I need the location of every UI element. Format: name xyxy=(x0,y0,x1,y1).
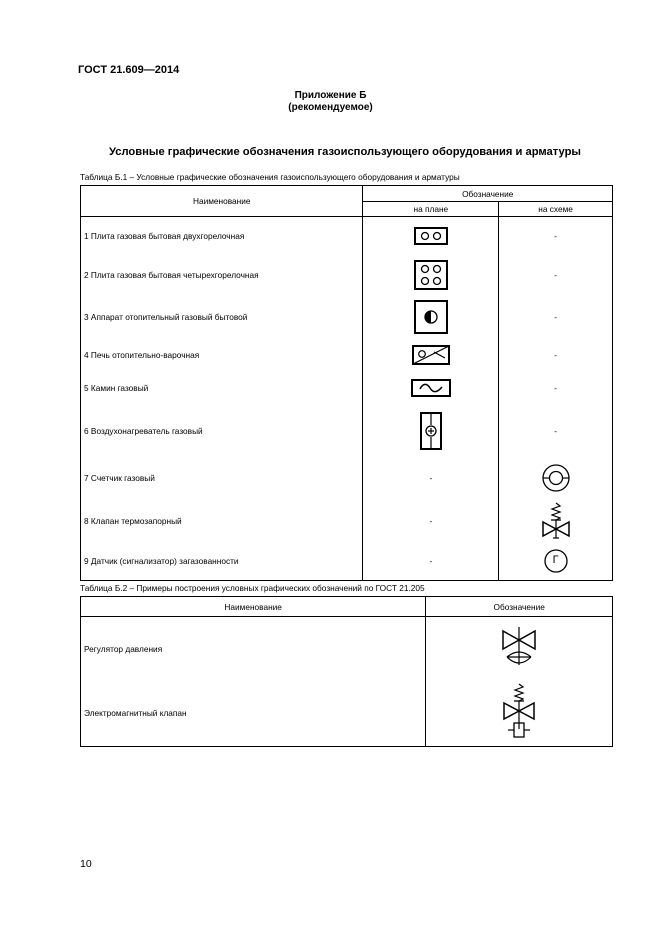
row-name: 7 Счетчик газовый xyxy=(81,457,363,499)
plan-cell: - xyxy=(363,499,499,543)
table-row xyxy=(81,217,613,255)
plan-cell xyxy=(363,339,499,371)
gas-fireplace-icon xyxy=(411,379,451,397)
designation-cell xyxy=(426,681,613,747)
scheme-cell: - xyxy=(499,339,613,371)
thermal-shutoff-valve-icon xyxy=(541,502,571,540)
table-row xyxy=(81,543,613,581)
scheme-cell: - xyxy=(499,255,613,295)
row-name: Регулятор давления xyxy=(81,617,426,681)
table-row xyxy=(81,681,613,747)
table-row xyxy=(81,617,613,681)
appendix-status: (рекомендуемое) xyxy=(288,102,373,113)
heating-cooking-stove-icon xyxy=(412,345,450,365)
table-row xyxy=(81,339,613,371)
table2-caption: Таблица Б.2 – Примеры построения условных графических обозначений по ГОСТ 21.205 xyxy=(80,583,425,593)
row-name: 5 Камин газовый xyxy=(81,371,363,405)
row-name: 4 Печь отопительно-варочная xyxy=(81,339,363,371)
scheme-cell: - xyxy=(499,405,613,457)
table2-header-name: Наименование xyxy=(81,597,426,617)
row-name: 6 Воздухонагреватель газовый xyxy=(81,405,363,457)
table-row xyxy=(81,499,613,543)
plan-cell xyxy=(363,405,499,457)
standard-header: ГОСТ 21.609—2014 xyxy=(78,64,180,76)
solenoid-valve-icon xyxy=(501,683,537,743)
row-name: 9 Датчик (сигнализатор) загазованности xyxy=(81,543,363,581)
page-number: 10 xyxy=(80,858,92,870)
scheme-cell: - xyxy=(499,217,613,255)
table1-header-designation: Обозначение xyxy=(363,186,613,202)
plan-cell xyxy=(363,255,499,295)
gas-meter-icon xyxy=(541,463,571,493)
scheme-cell xyxy=(499,543,613,581)
pressure-regulator-icon xyxy=(501,625,537,673)
table1-caption: Таблица Б.1 – Условные графические обозначения газоиспользующего оборудования и арматуры xyxy=(80,172,460,182)
table2-header-designation: Обозначение xyxy=(426,597,613,617)
table1-header-plan: на плане xyxy=(363,202,499,217)
table-row xyxy=(81,405,613,457)
plan-cell: - xyxy=(363,457,499,499)
designation-cell xyxy=(426,617,613,681)
plan-cell xyxy=(363,217,499,255)
row-name: Электромагнитный клапан xyxy=(81,681,426,747)
table-row xyxy=(81,371,613,405)
gas-detector-icon xyxy=(543,548,569,574)
four-burner-stove-icon xyxy=(414,260,448,290)
row-name: 8 Клапан термозапорный xyxy=(81,499,363,543)
scheme-cell xyxy=(499,499,613,543)
table-row xyxy=(81,255,613,295)
table1-header-scheme: на схеме xyxy=(499,202,613,217)
plan-cell xyxy=(363,295,499,339)
row-name: 2 Плита газовая бытовая четырехгорелочная xyxy=(81,255,363,295)
section-title: Условные графические обозначения газоиспользующего оборудования и арматуры xyxy=(109,146,581,158)
scheme-cell: - xyxy=(499,295,613,339)
row-name: 1 Плита газовая бытовая двухгорелочная xyxy=(81,217,363,255)
plan-cell xyxy=(363,371,499,405)
appendix-title: Приложение Б xyxy=(294,90,367,101)
row-name: 3 Аппарат отопительный газовый бытовой xyxy=(81,295,363,339)
plan-cell: - xyxy=(363,543,499,581)
scheme-cell: - xyxy=(499,371,613,405)
scheme-cell xyxy=(499,457,613,499)
table1-header-name: Наименование xyxy=(81,186,363,217)
gas-air-heater-icon xyxy=(420,412,442,450)
table-row xyxy=(81,457,613,499)
table1 xyxy=(80,185,613,581)
heating-apparatus-icon xyxy=(414,300,448,334)
two-burner-stove-icon xyxy=(414,227,448,245)
gas-detector-letter: Г xyxy=(552,554,559,567)
table-row xyxy=(81,295,613,339)
table2 xyxy=(80,596,613,747)
